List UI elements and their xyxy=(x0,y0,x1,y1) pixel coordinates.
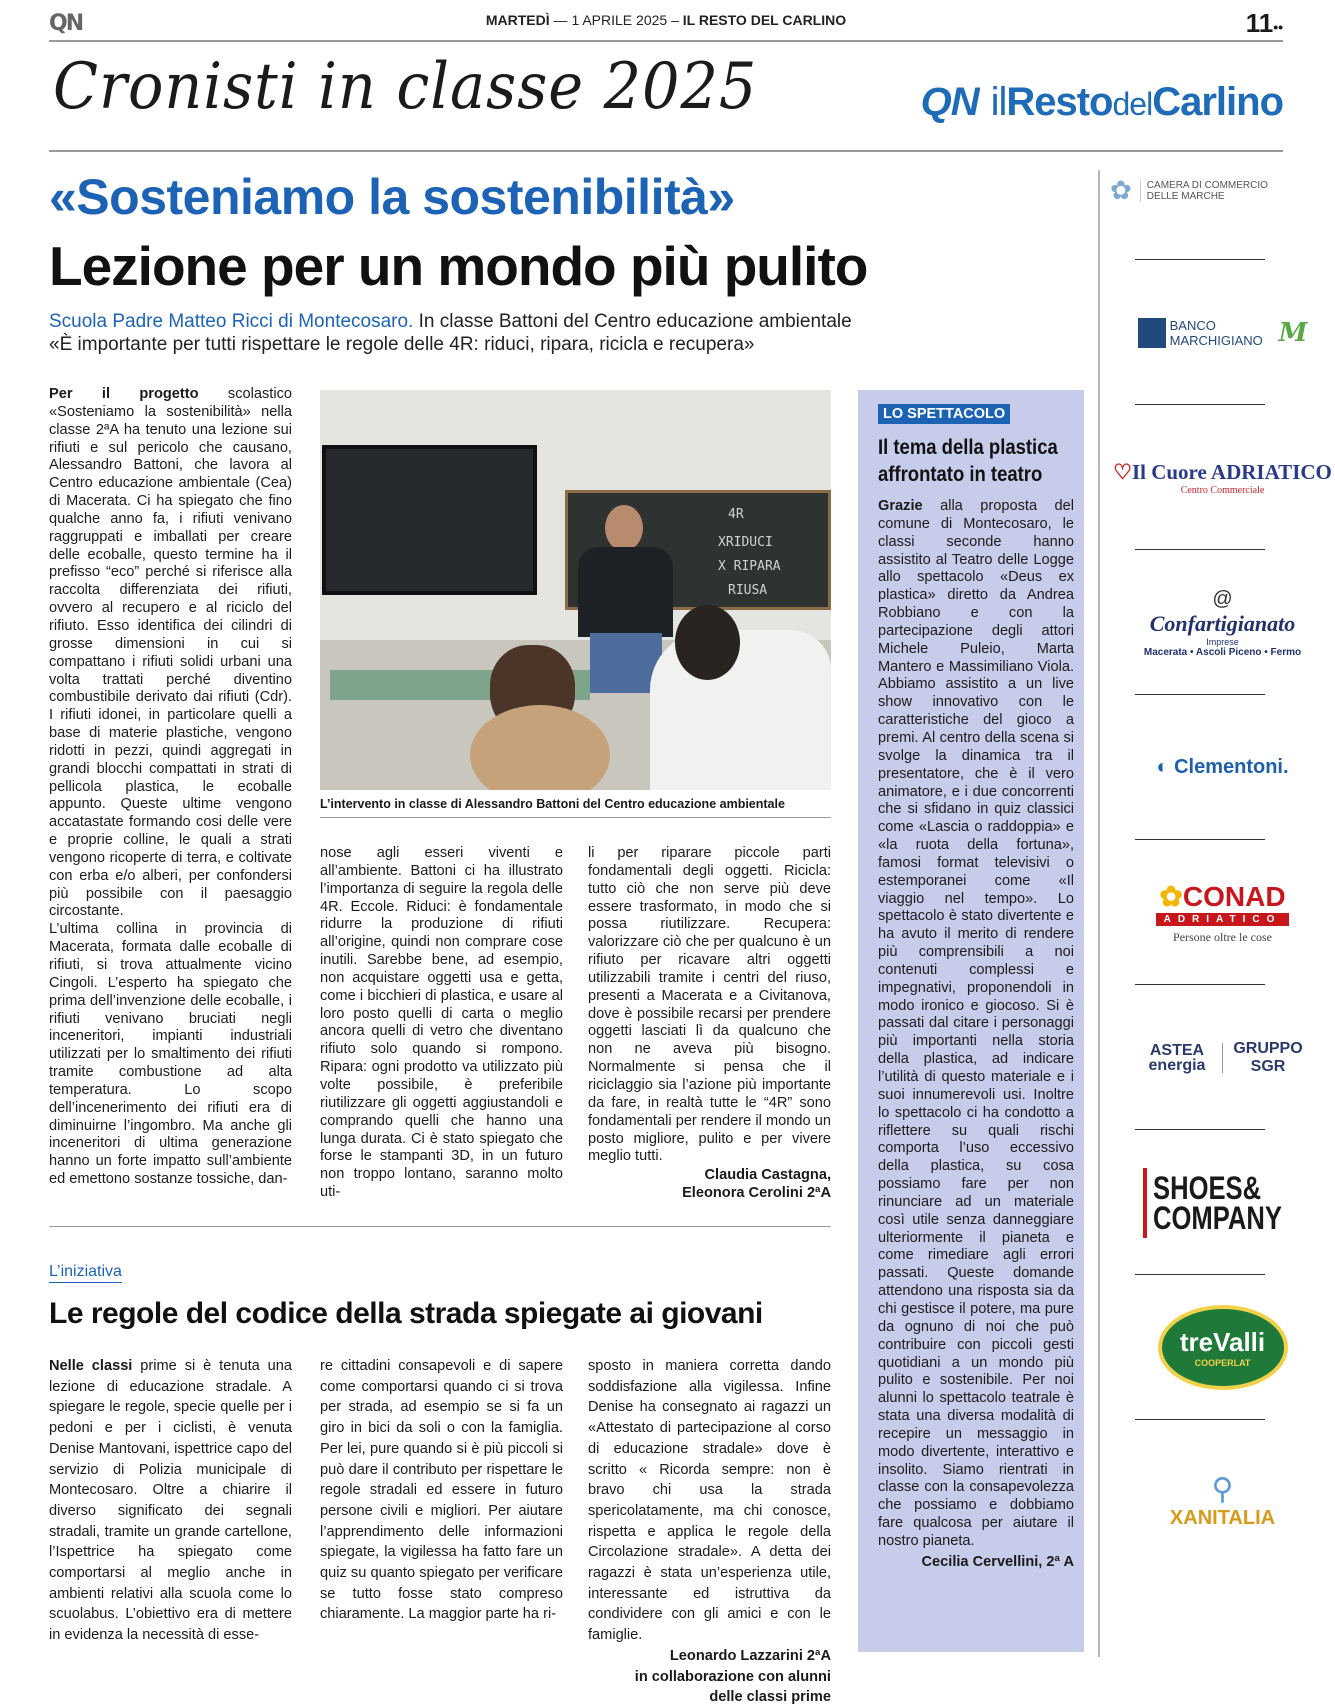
article-subhead: Scuola Padre Matteo Ricci di Montecosaro. In classe Battoni del Centro educazione ambientale «È importante per tutti rispettare le regole delle 4R: riduci, ripara, ricicla e recupera» xyxy=(49,311,852,355)
qn-logo: QN xyxy=(49,11,83,36)
page-number: 11•• xyxy=(1245,8,1283,38)
sponsor-clementoni: ◐ Clementoni. xyxy=(1110,695,1335,840)
article-column-2: nose agli esseri viventi e all’ambiente. Battoni ci ha illustrato l’importanza di seguire la regola delle 4R. Eccole. Riduci: è fondamentale ridurre la produzione di rifiuti all’origine, quindi non comprare cose inutili. Sarebbe bene, ad esempio, non acquistare oggetti usa e getta, come i bicchieri di plastica, e usare al loro posto quelli di carta o meglio ancora quelli di vetro che diventano rifiuto solo quando si rompono. Ripara: ogni prodotto va utilizzato più volte possibile, è preferibile riutilizzare gli oggetti aggiustandoli e comprando quelli che hanno una lunga durata. Ci è stato spiegato che forse le stampanti 3D, in un futuro non troppo lontano, saranno molto uti- xyxy=(320,845,563,1201)
sponsor-astea: ASTEA energia GRUPPO SGR xyxy=(1110,985,1335,1130)
photo-caption: L’intervento in classe di Alessandro Battoni del Centro educazione ambientale xyxy=(320,797,831,818)
page-header xyxy=(49,8,1283,42)
blackboard: 4R XRIDUCI X RIPARA RIUSA xyxy=(565,490,831,610)
article2-tag: L’iniziativa xyxy=(49,1263,122,1283)
tv-monitor xyxy=(322,445,537,595)
sidebar-box xyxy=(858,390,1084,1652)
byline: Claudia Castagna, Eleonora Cerolini 2ªA xyxy=(682,1167,831,1202)
sponsor-banco-marchigiano: BANCO MARCHIGIANO M xyxy=(1110,260,1335,405)
clementoni-logo-icon: ◐ xyxy=(1156,756,1169,778)
sponsor-cuore-adriatico: ♡Il Cuore ADRIATICO Centro Commerciale xyxy=(1110,405,1335,550)
sponsor-confartigianato: @ Confartigianato Imprese Macerata • Ascoli Piceno • Fermo xyxy=(1110,550,1335,695)
sidebar-byline: Cecilia Cervellini, 2ª A xyxy=(921,1553,1074,1570)
sponsor-camera-commercio: ✿ CAMERA DI COMMERCIO DELLE MARCHE xyxy=(1110,160,1335,260)
masthead-logo: QN ilRestodelCarlino xyxy=(920,80,1283,124)
column-divider xyxy=(1098,170,1100,1657)
section-badge: LO SPETTACOLO xyxy=(878,404,1010,424)
dateline: MARTEDÌ — 1 APRILE 2025 – IL RESTO DEL CARLINO xyxy=(485,12,847,28)
series-title: Cronisti in classe 2025 xyxy=(53,50,758,124)
sidebar-body: Grazie alla proposta del comune di Montecosaro, le classi seconde hanno assistito al Teatro delle Logge allo spettacolo «Deus ex plastica» diretto da Andrea Robbiano e con la partecipazione degli attori Michele Puleio, Marta Mantero e Massimiliano Viola. Abbiamo assistito a un live show innovativo con le caratteristiche del gioco a premi. Al centro della scena si svolge la dinamica tra il presentatore, che è il vero animatore, e i due concorrenti che si sfidano in quiz classici come «Lascia o raddoppia» e «la ruota della fortuna», famosi format televisivi o estemporanei come «Il viaggio nel tempo». Lo spettacolo è stato divertente e ha avuto il merito di rendere più comprensibili a noi contenuti complessi e impegnativi, proponendoli in modo ironico e giocoso. Si è passati dal citare i personaggi più importanti nella storia della plastica, ad indicare l’utilità di questo materiale e i suoi innumerevoli usi. Inoltre lo spettacolo ci ha condotto a riflettere su quali rischi comporta l’uso eccessivo della plastica, su cosa possiamo fare per non rinunciare ad un materiale così utile senza danneggiare ulteriormente il pianeta e come rimediare agli errori passati. Queste domande attendono una risposta sia da chi gestisce il potere, ma pure da ognuno di noi che può contribuire con piccoli gesti quotidiani a un mondo più pulito e sostenibile. Per noi alunni lo spettacolo teatrale è stata una diversa modalità di recepire un messaggio in modo divertente, interattivo e insolito. Siamo rientrati in classe con la consapevolezza che possiamo e dobbiamo fare qualcosa per aiutare il nostro pianeta. xyxy=(878,498,1074,1549)
section-divider xyxy=(49,1226,831,1227)
figure-icon: ⚲ xyxy=(1211,1473,1234,1506)
sponsor-column xyxy=(1110,160,1335,1530)
article2-column-1: Nelle classi prime si è tenuta una lezione di educazione stradale. A spiegare le regole, specie quelle per i pedoni e per i ciclisti, è venuta Denise Mantovani, ispettrice capo del servizio di Polizia municipale di Montecosaro. Oltre a chiarire il diverso significato dei segnali stradali, tramite un grande cartellone, l’Ispettrice ha spiegato come comportarsi al meglio anche in ambienti relativi alla scuola come lo scuolabus. L’obiettivo era di mettere in evidenza la necessità di esse- xyxy=(49,1358,293,1644)
sponsor-conad: ✿CONAD ADRIATICO Persone oltre le cose xyxy=(1110,840,1335,985)
article2-byline: Leonardo Lazzarini 2ªA in collaborazione con alunni delle classi prime xyxy=(634,1647,831,1706)
article2-headline: Le regole del codice della strada spiegate ai giovani xyxy=(49,1297,763,1330)
article-kicker: «Sosteniamo la sostenibilità» xyxy=(49,169,735,225)
sponsor-trevalli: treValli COOPERLAT xyxy=(1110,1275,1335,1420)
sponsor-shoes-company: SHOES& COMPANY xyxy=(1110,1130,1335,1275)
article-column-3: li per riparare piccole parti fondamentali degli oggetti. Ricicla: tutto ciò che non serve più deve essere trasformato, in modo che si possa riutilizzare. Recupera: valorizzare ciò che per qualcuno è un rifiuto per ricavare altri oggetti utilizzabili tramite i centri del riuso, presenti a Macerata e a Civitanova, dove è possibile recarsi per prendere oggetti lasciati lì da qualcuno che non ne aveva più bisogno. Normalmente si pensa che il riciclaggio sia l’azione più importante da fare, in realtà tutte le “4R” sono fondamentali per rendere il mondo un posto migliore, pulito e per vivere meglio tutti. Claudia Castagna, Eleonora Cerolini 2ªA xyxy=(588,845,831,1202)
article-headline: Lezione per un mondo più pulito xyxy=(49,235,868,297)
article2-column-2: re cittadini consapevoli e di sapere come comportarsi quando ci si trova per strada, ad esempio se si fa un giro in bici da soli o con la famiglia. Per lei, pure quando si è più piccoli si può dare il contributo per rispettare le regole stradali ed essere in futuro persone civili e migliori. Per aiutare l’apprendimento delle informazioni spiegate, la vigilessa ha fatto fare un quiz su quanto spiegato per verificare se tutto fosse stato compreso chiaramente. La maggior parte ha ri- xyxy=(320,1358,563,1623)
sponsor-xanitalia: ⚲ XANITALIA xyxy=(1169,1473,1276,1529)
banco-logo-icon xyxy=(1138,318,1166,348)
article-column-1: Per il progetto scolastico «Sosteniamo la sostenibilità» nella classe 2ªA ha tenuto una lezione sui rifiuti e sul pericolo che causano, Alessandro Battoni, che lavora al Centro educazione ambientale (Cea) di Macerata. Ci ha spiegato che fino qualche anno fa, i rifiuti venivano raggruppati e imballati per creare delle ecoballe, questo termine ha il prefisso “eco” perché si riferisce alla raccolta differenziata dei rifiuti, ovvero al recupero e al riciclo del rifiuto. Esso identifica dei cilindri di grosse dimensioni in cui si compattano i rifiuti solidi urbani una volta trattati perché diventino combustibile derivato dai rifiuti (Cdr). I rifiuti idonei, in particolare quelli a base di materie plastiche, vengono ridotti in pezzi, quindi aggregati in grandi blocchi compattati in strati di pellicola plastica, le ecoballe appunto. Queste ultime vengono accatastate formando cosi delle vere e proprie colline, le quali a strati vengono ricoperte di terra, e coltivate con erba e/o alberi, per confondersi più possibile con il paesaggio circostante. L’ultima collina in provincia di Macerata, formata dalle ecoballe di rifiuti, si trova attualmente vicino Cingoli. L’esperto ha spiegato che prima dell’invenzione delle ecoballe, i rifiuti venivano bruciati negli inceneritori, impianti industriali utilizzati per lo smaltimento dei rifiuti tramite combustione ad alta temperatura. Lo scopo dell’incenerimento dei rifiuti era di diminuirne l’ingombro. Ma anche gli inceneritori di ultima generazione hanno un forte impatto sull’ambiente ed emettono sostanze tossiche, dan- xyxy=(49,386,292,1188)
section-banner xyxy=(49,50,1283,152)
flower-icon: ✿ xyxy=(1159,881,1183,912)
camera-logo-icon: ✿ xyxy=(1110,175,1132,205)
article2-column-3: sposto in maniera corretta dando soddisfazione alla vigilessa. Infine Denise ha consegnato ai ragazzi un «Attestato di partecipazione al corso di educazione stradale» dove è scritto « Ricorda sempre: non è bravo chi usa la strada spericolatamente, ma chi conosce, rispetta e applica le regole della Circolazione stradale». A detta dei ragazzi è stata un’esperienza utile, interessante ed istruttiva da condividere con gli amici e con le famiglie. Leonardo Lazzarini 2ªA in collaborazione con alunni delle classi prime xyxy=(588,1356,831,1708)
article-photo xyxy=(320,390,831,790)
sidebar-headline: Il tema della plastica affrontato in teatro xyxy=(878,436,1058,486)
